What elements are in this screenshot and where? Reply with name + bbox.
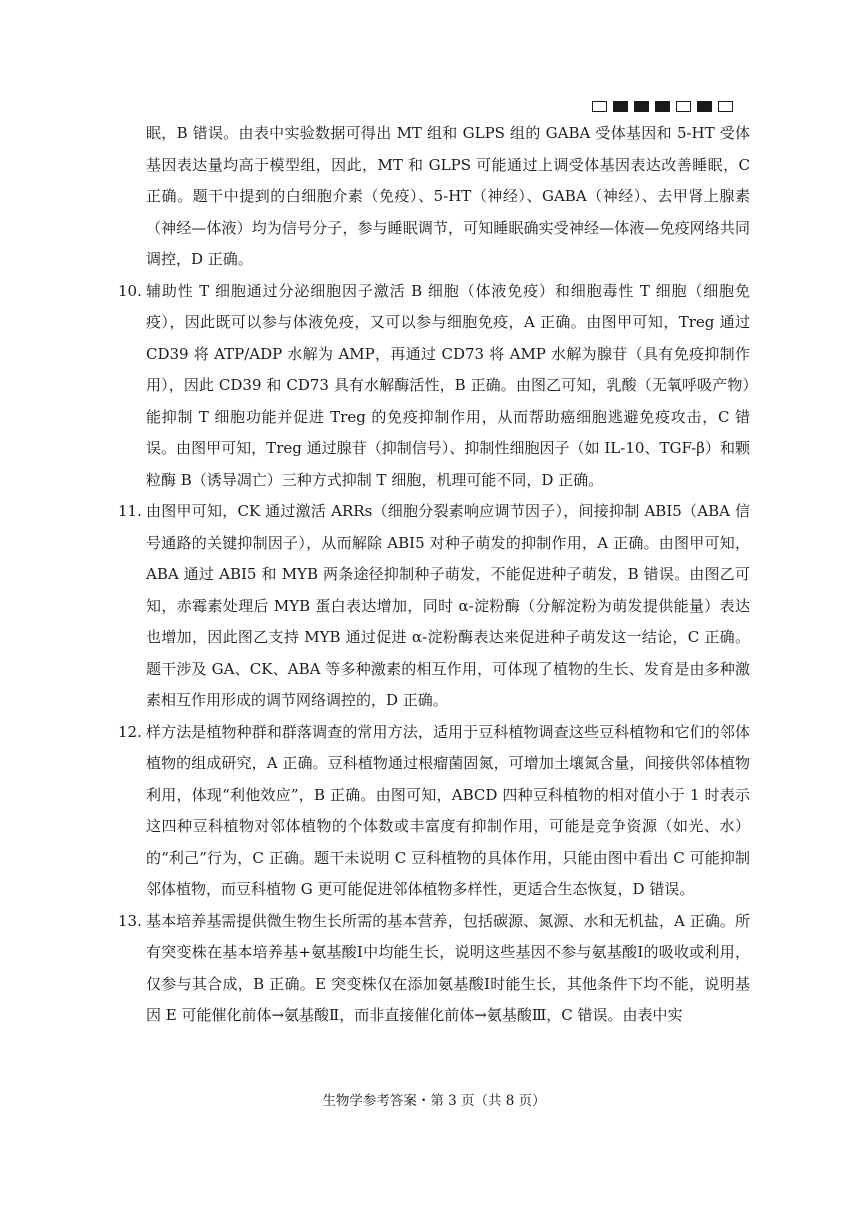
answer-item-10 bbox=[120, 276, 750, 497]
item-text: 基本培养基需提供微生物生长所需的基本营养，包括碳源、氮源、水和无机盐，A 正确。所有突变株在基本培养基+氨基酸Ⅰ中均能生长，说明这些基因不参与氨基酸Ⅰ的吸收或利用，仅参与其合成，B 正确。E 突变株仅在添加氨基酸Ⅰ时能生长，其他条件下均不能，说明基因 E 可能催化前体→氨基酸Ⅱ，而非直接催化前体→氨基酸Ⅲ，C 错误。由表中实 bbox=[146, 911, 750, 1024]
header-mark-empty bbox=[718, 101, 733, 112]
paragraph-text: 眠，B 错误。由表中实验数据可得出 MT 组和 GLPS 组的 GABA 受体基因和 5-HT 受体基因表达量均高于模型组，因此，MT 和 GLPS 可能通过上调受体基因表达改善睡眠，C 正确。题干中提到的白细胞介素（免疫）、5-HT（神经）、GABA（神经）、去甲肾上腺素（神经—体液）均为信号分子，参与睡眠调节，可知睡眠确实受神经—体液—免疫网络共同调控，D 正确。 bbox=[146, 124, 750, 268]
item-number: 13. bbox=[118, 911, 142, 930]
answer-item-11 bbox=[120, 496, 750, 717]
header-mark-empty bbox=[592, 101, 607, 112]
header-mark-filled bbox=[613, 101, 628, 112]
item-text: 辅助性 T 细胞通过分泌细胞因子激活 B 细胞（体液免疫）和细胞毒性 T 细胞（细胞免疫），因此既可以参与体液免疫，又可以参与细胞免疫，A 正确。由图甲可知，Treg 通过 CD39 将 ATP/ADP 水解为 AMP，再通过 CD73 将 AMP 水解为腺苷（具有免疫抑制作用），因此 CD39 和 CD73 具有水解酶活性，B 正确。由图乙可知，乳酸（无氧呼吸产物）能抑制 T 细胞功能并促进 Treg 的免疫抑制作用，从而帮助癌细胞逃避免疫攻击，C 错误。由图甲可知，Treg 通过腺苷（抑制信号）、抑制性细胞因子（如 IL-10、TGF-β）和颗粒酶 B（诱导凋亡）三种方式抑制 T 细胞，机理可能不同，D 正确。 bbox=[146, 281, 750, 489]
answer-item-13 bbox=[120, 906, 750, 1032]
header-mark-filled bbox=[655, 101, 670, 112]
answer-item-12 bbox=[120, 717, 750, 906]
item-text: 由图甲可知，CK 通过激活 ARRs（细胞分裂素响应调节因子），间接抑制 ABI5（ABA 信号通路的关键抑制因子），从而解除 ABI5 对种子萌发的抑制作用，A 正确。由图甲可知，ABA 通过 ABI5 和 MYB 两条途径抑制种子萌发，不能促进种子萌发，B 错误。由图乙可知，赤霉素处理后 MYB 蛋白表达增加，同时 α-淀粉酶（分解淀粉为萌发提供能量）表达也增加，因此图乙支持 MYB 通过促进 α-淀粉酶表达来促进种子萌发这一结论，C 正确。题干涉及 GA、CK、ABA 等多种激素的相互作用，可体现了植物的生长、发育是由多种激素相互作用形成的调节网络调控的，D 正确。 bbox=[146, 502, 750, 709]
continuation-paragraph bbox=[120, 118, 750, 276]
header-mark-empty bbox=[676, 101, 691, 112]
item-text: 样方法是植物种群和群落调查的常用方法，适用于豆科植物调查这些豆科植物和它们的邻体植物的组成研究，A 正确。豆科植物通过根瘤菌固氮，可增加土壤氮含量，间接供邻体植物利用，体现“利他效应”，B 正确。由图可知，ABCD 四种豆科植物的相对值小于 1 时表示这四种豆科植物对邻体植物的个体数或丰富度有抑制作用，可能是竞争资源（如光、水）的“利己”行为，C 正确。题干未说明 C 豆科植物的具体作用，只能由图中看出 C 可能抑制邻体植物，而豆科植物 G 更可能促进邻体植物多样性，更适合生态恢复，D 错误。 bbox=[146, 722, 750, 898]
page-footer: 生物学参考答案・第 3 页（共 8 页） bbox=[322, 1093, 546, 1109]
header-mark-filled bbox=[697, 101, 712, 112]
item-number: 10. bbox=[118, 281, 142, 300]
header-mark-filled bbox=[634, 101, 649, 112]
page-header-marks bbox=[592, 101, 733, 112]
item-number: 12. bbox=[118, 722, 142, 741]
item-number: 11. bbox=[118, 502, 142, 520]
answer-content bbox=[120, 118, 750, 1032]
